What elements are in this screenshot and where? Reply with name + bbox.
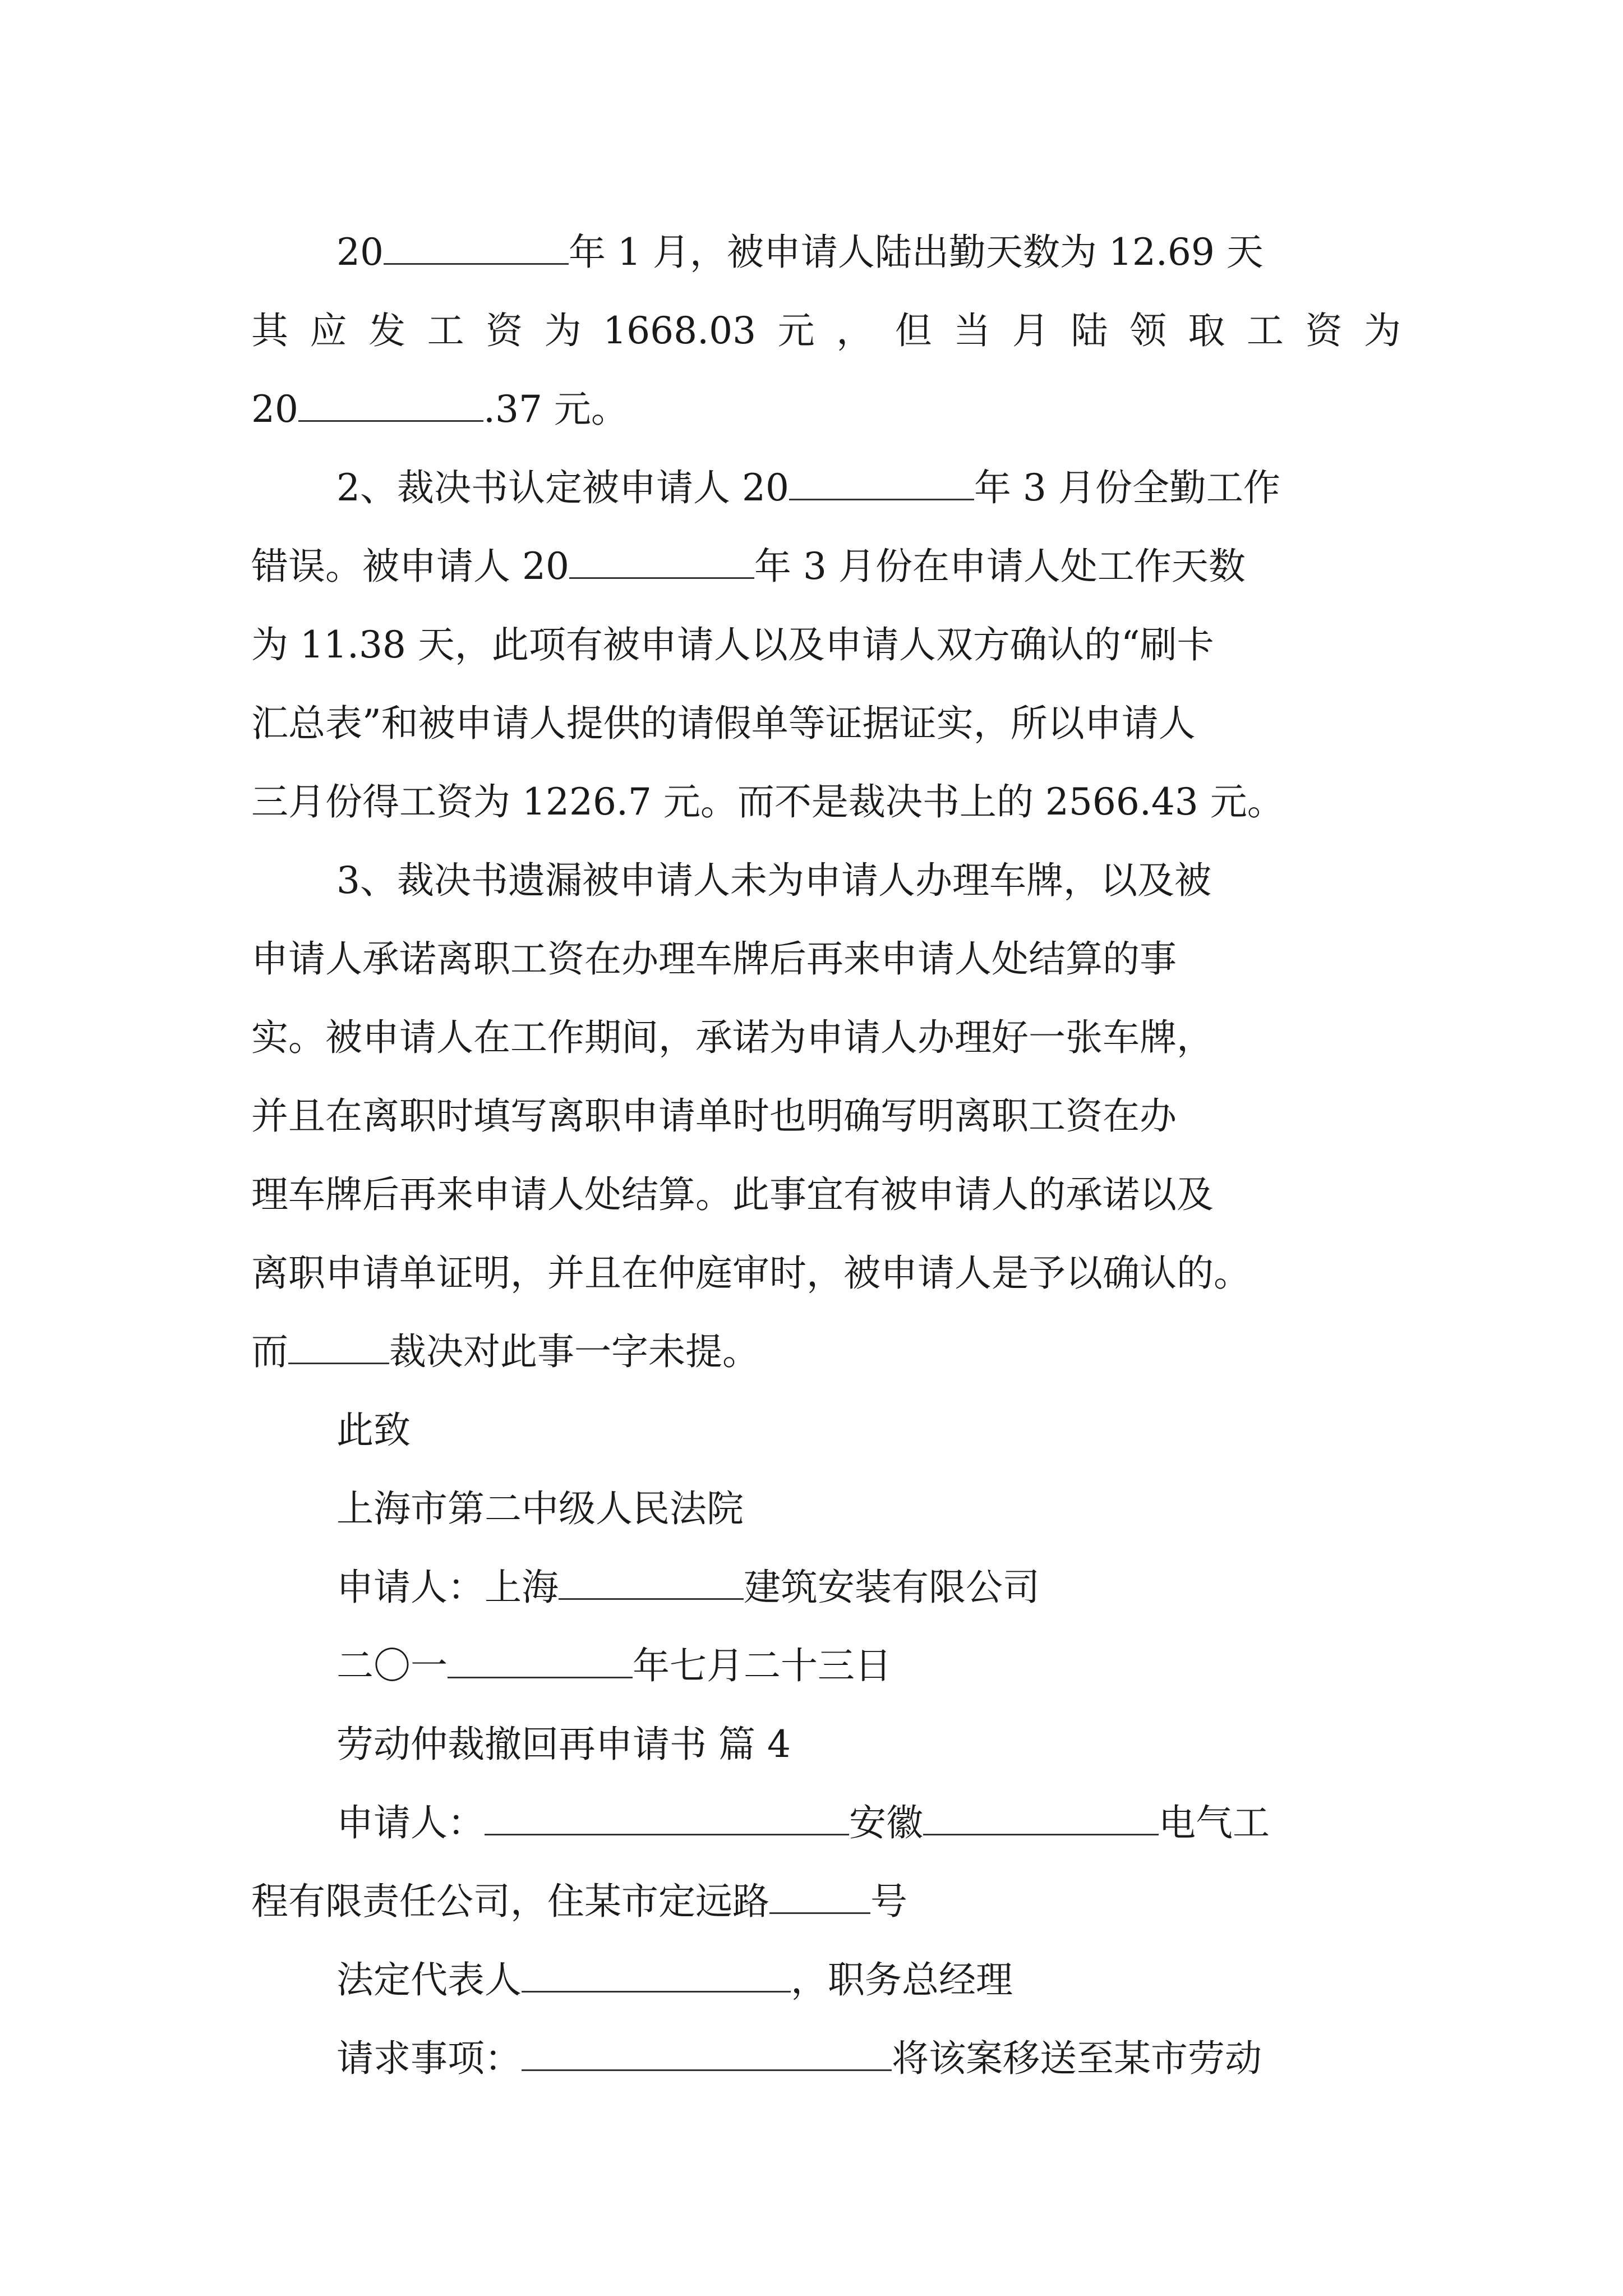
paragraph-line: [251, 449, 1401, 527]
paragraph-line: [251, 527, 1401, 606]
paragraph-line: [251, 1784, 1401, 1862]
blank-underline: [769, 1882, 870, 1914]
text-char: ，: [836, 309, 874, 352]
text-segment: ，职务总经理: [791, 1958, 1013, 2001]
paragraph-line: [251, 1941, 1401, 2019]
text-segment: .37 元。: [483, 388, 628, 431]
blank-underline: [298, 390, 483, 422]
blank-underline: [569, 547, 754, 579]
text-segment: 2、裁决书认定被申请人 20: [336, 466, 789, 509]
text-segment: 号: [870, 1880, 907, 1923]
paragraph-line: 离职申请单证明，并且在仲庭审时，被申请人是予以确认的。: [251, 1251, 1251, 1295]
text-char: 资: [486, 309, 523, 352]
blank-underline: [448, 1646, 633, 1678]
text-char: 陆: [1071, 309, 1108, 352]
paragraph-line: 3、裁决书遗漏被申请人未为申请人办理车牌，以及被: [336, 859, 1211, 902]
closing-salutation: 此致: [336, 1409, 411, 1452]
paragraph-line: 为 11.38 天，此项有被申请人以及申请人双方确认的“刷卡: [251, 623, 1214, 666]
text-segment: 申请人：: [336, 1801, 485, 1844]
text-segment: 年 1 月，被申请人陆出勤天数为 12.69 天: [568, 231, 1264, 274]
text-segment: 年 3 月份在申请人处工作天数: [754, 545, 1246, 588]
text-segment: 电气工: [1159, 1801, 1270, 1844]
paragraph-line: 汇总表”和被申请人提供的请假单等证据证实，所以申请人: [251, 702, 1196, 745]
paragraph-line: 三月份得工资为 1226.7 元。而不是裁决书上的 2566.43 元。: [251, 780, 1284, 823]
date-line: [251, 1627, 1401, 1705]
blank-underline: [288, 1332, 389, 1364]
applicant-line: [251, 1548, 1401, 1627]
text-char: 其: [251, 309, 288, 352]
text-segment: 20: [336, 231, 384, 274]
paragraph-line: 理车牌后再来申请人处结算。此事宜有被申请人的承诺以及: [251, 1173, 1214, 1216]
text-char: 为: [1363, 309, 1401, 352]
paragraph-line: 实。被申请人在工作期间，承诺为申请人办理好一张车牌，: [251, 1016, 1214, 1059]
text-segment: 年 3 月份全勤工作: [974, 466, 1280, 509]
text-char: 领: [1129, 309, 1166, 352]
paragraph-line: [251, 1313, 1401, 1391]
section-heading: 劳动仲裁撤回再申请书 篇 4: [336, 1723, 791, 1766]
text-segment: 请求事项：: [336, 2037, 522, 2080]
text-segment: 安徽: [849, 1801, 923, 1844]
text-char: 但: [895, 309, 932, 352]
text-segment: 年七月二十三日: [633, 1644, 892, 1687]
blank-underline: [923, 1803, 1159, 1835]
paragraph-line: [251, 213, 1401, 292]
text-char: 工: [427, 309, 464, 352]
text-segment: 申请人：上海: [336, 1566, 559, 1609]
text-segment: 而: [251, 1330, 288, 1373]
text-char: 发: [368, 309, 406, 352]
document-page: [251, 213, 1401, 2098]
paragraph-line: [251, 292, 1401, 370]
text-char: 资: [1305, 309, 1343, 352]
text-char: 元: [777, 309, 815, 352]
text-char: 1668.03: [603, 309, 757, 352]
blank-underline: [789, 468, 974, 500]
text-segment: 法定代表人: [336, 1958, 522, 2001]
blank-underline: [522, 1961, 791, 1993]
blank-underline: [522, 2039, 892, 2071]
text-segment: 20: [251, 388, 298, 431]
blank-underline: [384, 233, 569, 265]
text-segment: 将该案移送至某市劳动: [892, 2037, 1262, 2080]
text-char: 应: [310, 309, 347, 352]
text-segment: 二〇一: [336, 1644, 448, 1687]
addressee: 上海市第二中级人民法院: [336, 1487, 744, 1530]
paragraph-line: 申请人承诺离职工资在办理车牌后再来申请人处结算的事: [251, 937, 1177, 981]
text-char: 月: [1012, 309, 1049, 352]
paragraph-line: [251, 370, 1401, 449]
text-segment: 程有限责任公司，住某市定远路: [251, 1880, 769, 1923]
text-segment: 裁决对此事一字未提。: [389, 1330, 759, 1373]
text-segment: 建筑安装有限公司: [744, 1566, 1040, 1609]
text-char: 取: [1188, 309, 1225, 352]
text-char: 当: [953, 309, 991, 352]
text-segment: 错误。被申请人 20: [251, 545, 569, 588]
blank-underline: [485, 1803, 849, 1835]
blank-underline: [559, 1568, 744, 1600]
text-char: 为: [544, 309, 582, 352]
paragraph-line: [251, 1862, 1401, 1941]
paragraph-line: [251, 2019, 1401, 2098]
text-char: 工: [1246, 309, 1284, 352]
paragraph-line: 并且在离职时填写离职申请单时也明确写明离职工资在办: [251, 1094, 1177, 1138]
